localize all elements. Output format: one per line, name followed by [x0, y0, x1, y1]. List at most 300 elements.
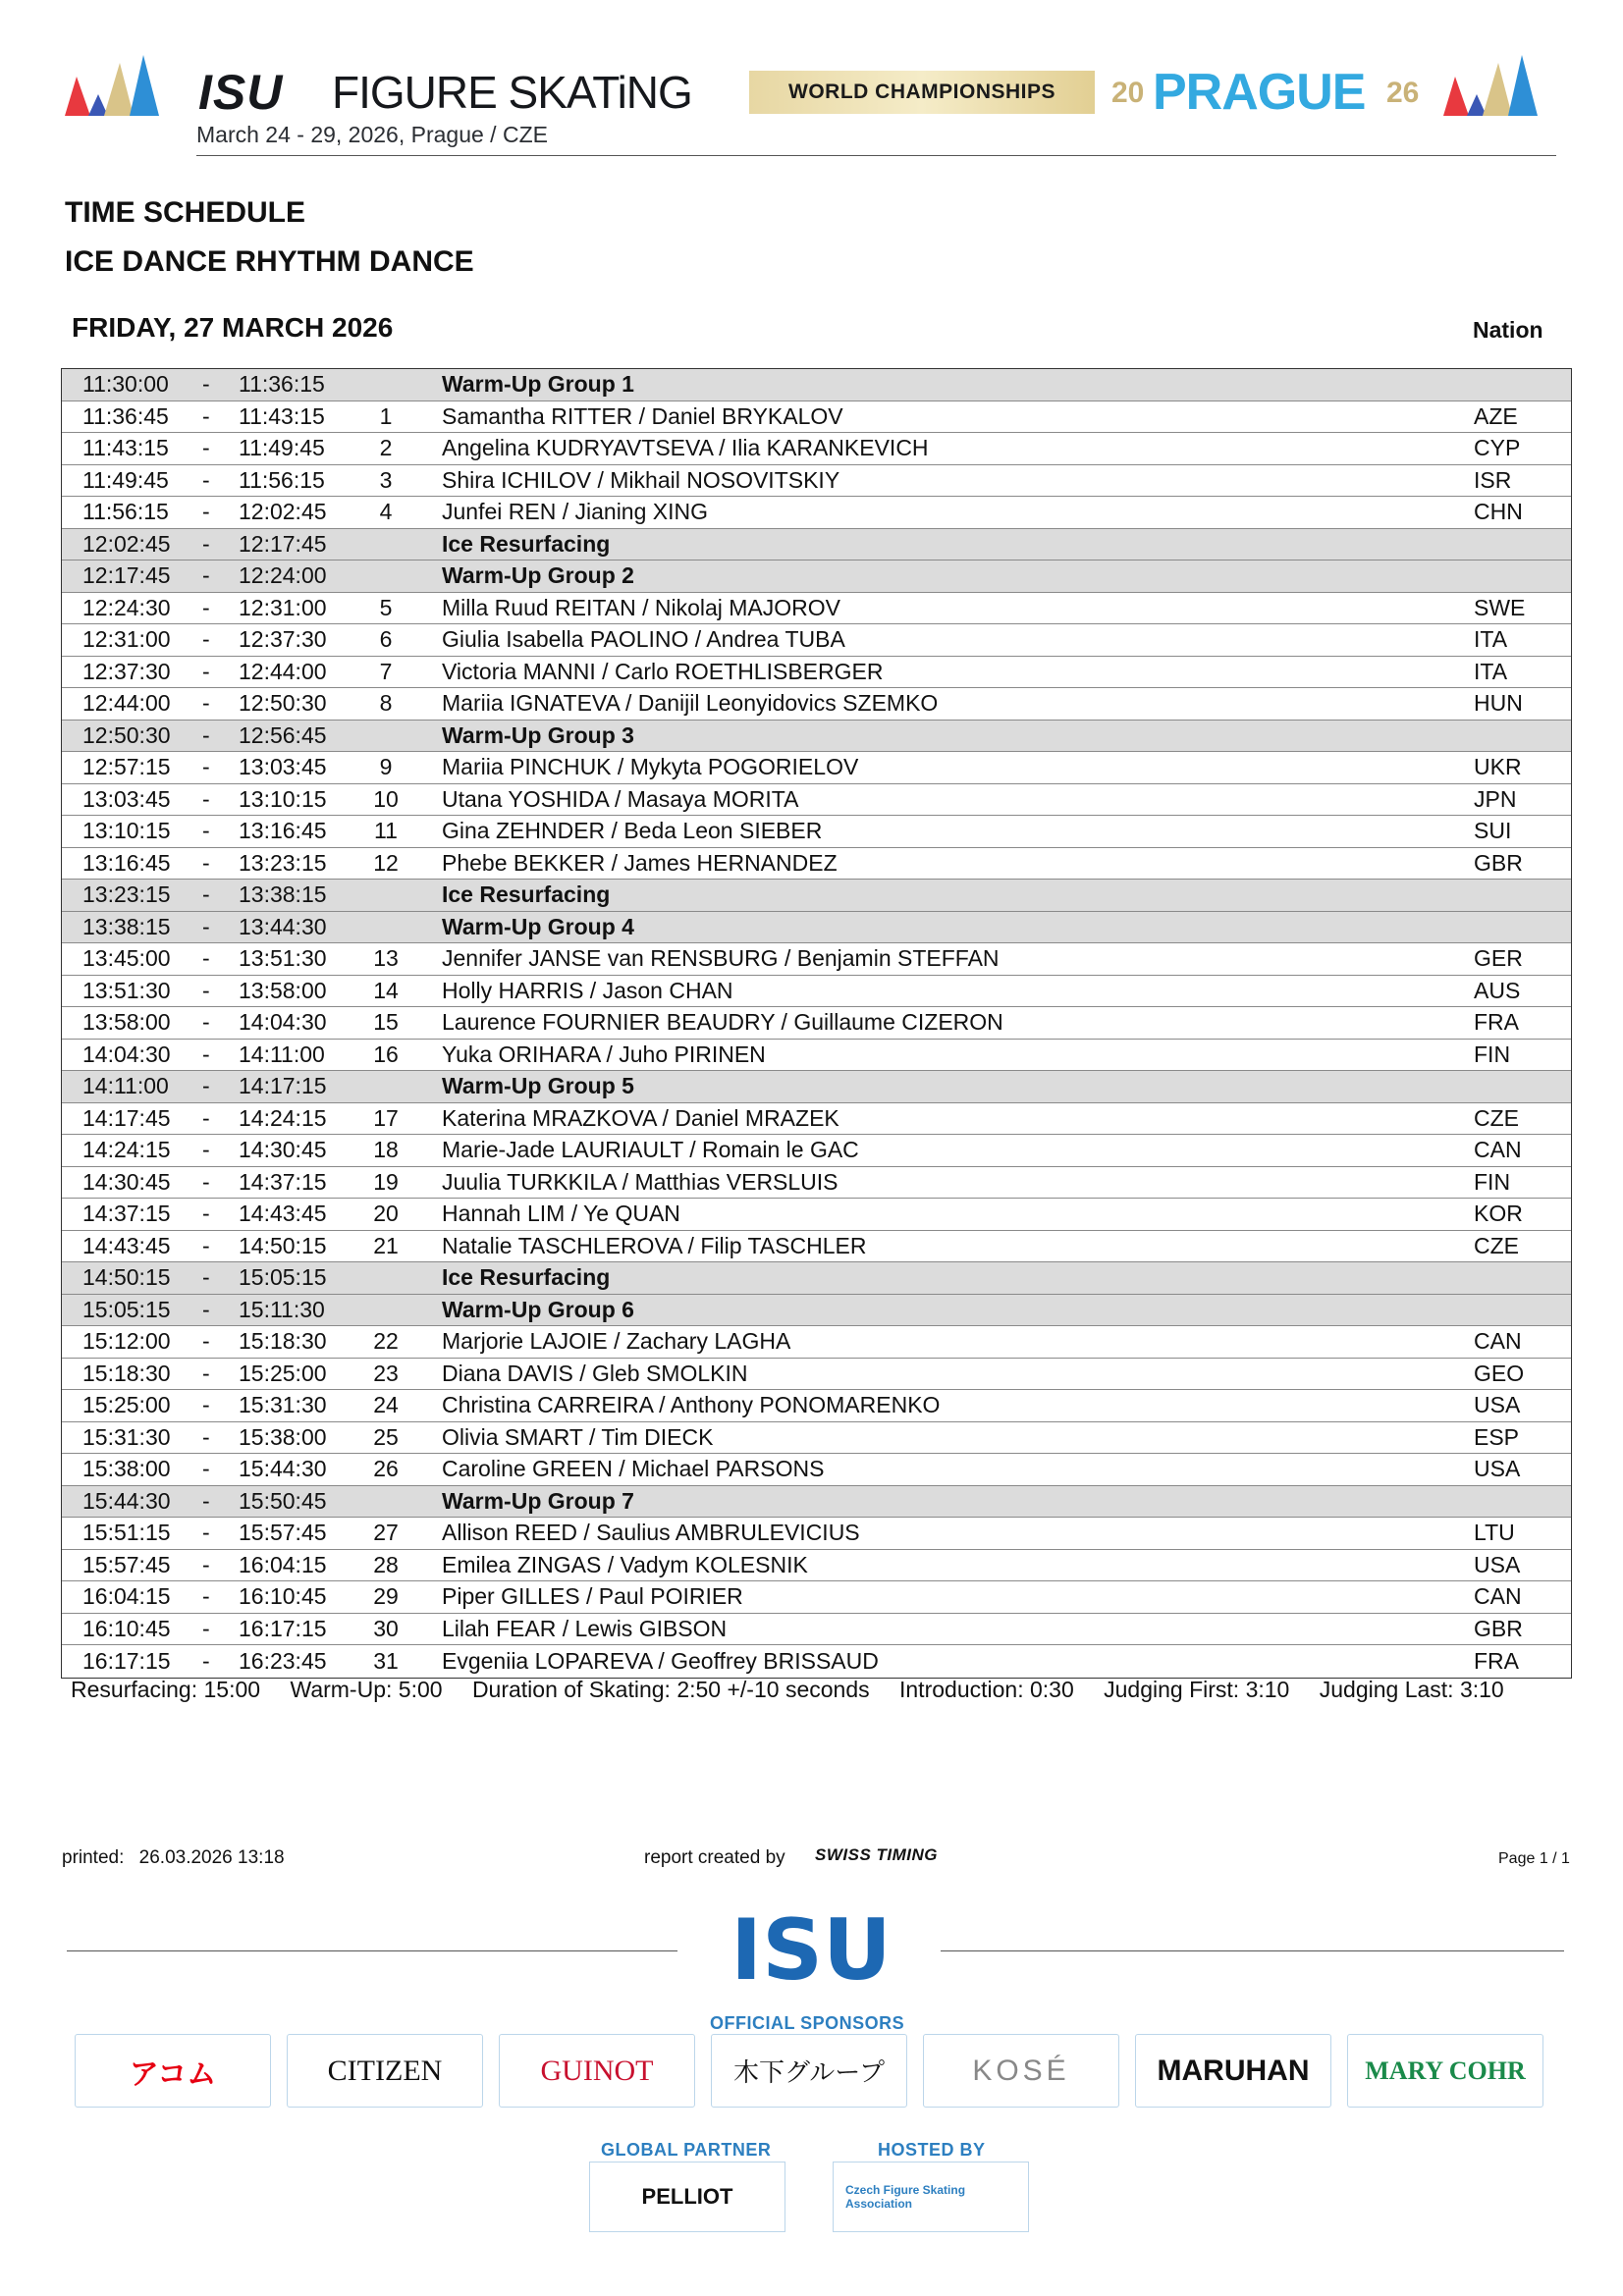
start-number: 19	[373, 1168, 399, 1195]
hosted-by-label: HOSTED BY	[878, 2140, 986, 2160]
start-time: 13:03:45	[82, 785, 171, 812]
resurfacing-duration: Resurfacing: 15:00	[71, 1677, 261, 1702]
schedule-skater-row	[62, 1550, 1571, 1582]
end-time: 13:23:15	[239, 849, 327, 876]
end-time: 15:57:45	[239, 1520, 327, 1546]
nation-code: CAN	[1474, 1583, 1522, 1610]
time-separator: -	[202, 1456, 210, 1482]
start-number: 10	[373, 785, 399, 812]
session-label: Warm-Up Group 3	[442, 721, 634, 748]
start-number: 14	[373, 977, 399, 1003]
start-time: 14:43:45	[82, 1232, 171, 1258]
end-time: 12:50:30	[239, 690, 327, 717]
start-number: 11	[374, 818, 398, 844]
sponsor-guinot: GUINOT	[499, 2034, 695, 2108]
end-time: 16:10:45	[239, 1583, 327, 1610]
time-separator: -	[202, 562, 210, 589]
sponsor-citizen: CITIZEN	[287, 2034, 483, 2108]
time-separator: -	[202, 1009, 210, 1036]
couple-names: Mariia PINCHUK / Mykyta POGORIELOV	[442, 754, 859, 780]
start-number: 25	[373, 1423, 399, 1450]
start-number: 9	[379, 754, 393, 780]
time-separator: -	[202, 1201, 210, 1227]
nation-code: GEO	[1474, 1360, 1525, 1386]
time-separator: -	[202, 785, 210, 812]
schedule-break-row	[62, 369, 1571, 401]
couple-names: Lilah FEAR / Lewis GIBSON	[442, 1615, 728, 1641]
triangles-right-icon	[1443, 55, 1561, 120]
start-time: 15:38:00	[82, 1456, 171, 1482]
host-association: Czech Figure Skating Association	[833, 2162, 1029, 2232]
nation-code: ESP	[1474, 1423, 1520, 1450]
start-number: 4	[379, 499, 393, 525]
couple-names: Natalie TASCHLEROVA / Filip TASCHLER	[442, 1232, 867, 1258]
start-time: 11:36:45	[82, 402, 169, 429]
time-separator: -	[202, 1487, 210, 1514]
start-time: 16:04:15	[82, 1583, 171, 1610]
end-time: 12:24:00	[239, 562, 327, 589]
end-time: 16:04:15	[239, 1551, 327, 1577]
start-number: 30	[373, 1615, 399, 1641]
schedule-break-row	[62, 529, 1571, 561]
session-label: Ice Resurfacing	[442, 530, 611, 557]
couple-names: Jennifer JANSE van RENSBURG / Benjamin STEFFAN	[442, 945, 1000, 972]
time-separator: -	[202, 721, 210, 748]
time-separator: -	[202, 1423, 210, 1450]
couple-names: Olivia SMART / Tim DIECK	[442, 1423, 714, 1450]
start-time: 13:38:15	[82, 913, 171, 939]
end-time: 15:18:30	[239, 1328, 327, 1355]
start-number: 7	[379, 658, 393, 684]
schedule-skater-row	[62, 1645, 1571, 1678]
schedule-break-row	[62, 721, 1571, 753]
time-separator: -	[202, 977, 210, 1003]
printed-value: 26.03.2026 13:18	[138, 1847, 285, 1868]
end-time: 15:44:30	[239, 1456, 327, 1482]
time-separator: -	[202, 1520, 210, 1546]
nation-code: GBR	[1474, 1615, 1523, 1641]
global-partner-label: GLOBAL PARTNER	[601, 2140, 772, 2160]
report-created-label: report created by	[644, 1847, 785, 1868]
schedule-skater-row	[62, 784, 1571, 817]
time-separator: -	[202, 945, 210, 972]
schedule-break-row	[62, 1295, 1571, 1327]
schedule-skater-row	[62, 433, 1571, 465]
schedule-skater-row	[62, 816, 1571, 848]
end-time: 13:51:30	[239, 945, 327, 972]
nation-code: JPN	[1474, 785, 1517, 812]
end-time: 14:24:15	[239, 1104, 327, 1131]
start-number: 6	[379, 626, 393, 653]
start-time: 13:51:30	[82, 977, 171, 1003]
page-number: Page 1 / 1	[1498, 1850, 1570, 1867]
start-time: 11:49:45	[82, 466, 169, 493]
couple-names: Caroline GREEN / Michael PARSONS	[442, 1456, 825, 1482]
time-separator: -	[202, 1104, 210, 1131]
end-time: 14:11:00	[239, 1041, 325, 1067]
end-time: 11:49:45	[239, 435, 325, 461]
time-separator: -	[202, 1392, 210, 1418]
start-number: 28	[373, 1551, 399, 1577]
nation-code: GER	[1474, 945, 1523, 972]
couple-names: Junfei REN / Jianing XING	[442, 499, 709, 525]
couple-names: Allison REED / Saulius AMBRULEVICIUS	[442, 1520, 860, 1546]
time-separator: -	[202, 1264, 210, 1291]
session-label: Warm-Up Group 7	[442, 1487, 634, 1514]
session-label: Ice Resurfacing	[442, 1264, 611, 1291]
couple-names: Laurence FOURNIER BEAUDRY / Guillaume CIZERON	[442, 1009, 1003, 1036]
schedule-skater-row	[62, 1390, 1571, 1422]
time-separator: -	[202, 530, 210, 557]
time-separator: -	[202, 1296, 210, 1322]
schedule-skater-row	[62, 1518, 1571, 1550]
start-number: 5	[379, 594, 393, 620]
time-separator: -	[202, 435, 210, 461]
schedule-skater-row	[62, 1359, 1571, 1391]
start-number: 21	[373, 1232, 399, 1258]
end-time: 13:10:15	[239, 785, 327, 812]
couple-names: Giulia Isabella PAOLINO / Andrea TUBA	[442, 626, 845, 653]
couple-names: Gina ZEHNDER / Beda Leon SIEBER	[442, 818, 823, 844]
start-time: 11:56:15	[82, 499, 169, 525]
start-number: 8	[379, 690, 393, 717]
start-time: 12:02:45	[82, 530, 171, 557]
start-time: 13:16:45	[82, 849, 171, 876]
time-separator: -	[202, 1073, 210, 1099]
start-time: 12:24:30	[82, 594, 171, 620]
schedule-skater-row	[62, 943, 1571, 976]
start-time: 15:25:00	[82, 1392, 171, 1418]
start-time: 14:17:45	[82, 1104, 171, 1131]
time-separator: -	[202, 371, 210, 398]
start-number: 18	[373, 1137, 399, 1163]
schedule-skater-row	[62, 497, 1571, 529]
start-number: 20	[373, 1201, 399, 1227]
end-time: 11:56:15	[239, 466, 325, 493]
couple-names: Phebe BEKKER / James HERNANDEZ	[442, 849, 838, 876]
end-time: 11:36:15	[239, 371, 325, 398]
time-separator: -	[202, 402, 210, 429]
start-time: 13:10:15	[82, 818, 171, 844]
sponsor-kinoshita: 木下グループ	[711, 2034, 907, 2108]
start-time: 13:45:00	[82, 945, 171, 972]
end-time: 13:44:30	[239, 913, 327, 939]
nation-code: CZE	[1474, 1104, 1519, 1131]
end-time: 12:17:45	[239, 530, 327, 557]
end-time: 16:23:45	[239, 1647, 327, 1674]
time-separator: -	[202, 690, 210, 717]
time-separator: -	[202, 1137, 210, 1163]
isu-brand: ISU	[198, 65, 284, 120]
time-separator: -	[202, 1328, 210, 1355]
nation-code: LTU	[1474, 1520, 1515, 1546]
schedule-skater-row	[62, 1326, 1571, 1359]
printed-info	[62, 1847, 295, 1869]
couple-names: Holly HARRIS / Jason CHAN	[442, 977, 733, 1003]
schedule-break-row	[62, 1071, 1571, 1103]
doc-title: TIME SCHEDULE	[65, 196, 306, 229]
event-subtitle: March 24 - 29, 2026, Prague / CZE	[196, 122, 548, 147]
end-time: 14:30:45	[239, 1137, 327, 1163]
start-time: 15:31:30	[82, 1423, 171, 1450]
time-separator: -	[202, 1041, 210, 1067]
end-time: 13:58:00	[239, 977, 327, 1003]
start-number: 13	[373, 945, 399, 972]
footer-rule-left	[67, 1950, 677, 1951]
time-separator: -	[202, 499, 210, 525]
end-time: 15:05:15	[239, 1264, 327, 1291]
end-time: 14:17:15	[239, 1073, 327, 1099]
time-separator: -	[202, 1647, 210, 1674]
session-label: Warm-Up Group 4	[442, 913, 634, 939]
start-time: 13:58:00	[82, 1009, 171, 1036]
figure-skating-brand: FIGURE SKATiNG	[332, 67, 692, 118]
schedule-skater-row	[62, 1040, 1571, 1072]
start-time: 12:37:30	[82, 658, 171, 684]
time-separator: -	[202, 1232, 210, 1258]
start-time: 14:24:15	[82, 1137, 171, 1163]
start-number: 31	[373, 1647, 399, 1674]
start-time: 11:43:15	[82, 435, 169, 461]
end-time: 13:16:45	[239, 818, 327, 844]
nation-code: ISR	[1474, 466, 1512, 493]
schedule-break-row	[62, 1486, 1571, 1519]
couple-names: Mariia IGNATEVA / Danijil Leonyidovics SZEMKO	[442, 690, 939, 717]
end-time: 14:43:45	[239, 1201, 327, 1227]
nation-code: SWE	[1474, 594, 1526, 620]
session-label: Warm-Up Group 2	[442, 562, 634, 589]
triangles-left-icon	[65, 55, 183, 120]
start-time: 14:37:15	[82, 1201, 171, 1227]
session-label: Warm-Up Group 1	[442, 371, 634, 398]
schedule-skater-row	[62, 1007, 1571, 1040]
schedule-skater-row	[62, 1581, 1571, 1614]
time-separator: -	[202, 466, 210, 493]
start-time: 15:18:30	[82, 1360, 171, 1386]
time-separator: -	[202, 594, 210, 620]
end-time: 12:44:00	[239, 658, 327, 684]
nation-code: USA	[1474, 1551, 1521, 1577]
start-number: 22	[373, 1328, 399, 1355]
schedule-break-row	[62, 561, 1571, 593]
durations-line	[71, 1677, 1528, 1703]
schedule-skater-row	[62, 1167, 1571, 1200]
time-separator: -	[202, 626, 210, 653]
nation-code: CAN	[1474, 1137, 1522, 1163]
nation-code: GBR	[1474, 849, 1523, 876]
schedule-skater-row	[62, 1231, 1571, 1263]
couple-names: Diana DAVIS / Gleb SMOLKIN	[442, 1360, 748, 1386]
start-time: 16:10:45	[82, 1615, 171, 1641]
end-time: 15:50:45	[239, 1487, 327, 1514]
couple-names: Marjorie LAJOIE / Zachary LAGHA	[442, 1328, 791, 1355]
sponsor-pelliot: PELLIOT	[589, 2162, 785, 2232]
doc-subtitle: ICE DANCE RHYTHM DANCE	[65, 245, 474, 278]
schedule-skater-row	[62, 688, 1571, 721]
start-number: 16	[373, 1041, 399, 1067]
nation-column-header: Nation	[1473, 317, 1543, 343]
end-time: 11:43:15	[239, 402, 325, 429]
start-time: 14:04:30	[82, 1041, 171, 1067]
couple-names: Victoria MANNI / Carlo ROETHLISBERGER	[442, 658, 884, 684]
schedule-skater-row	[62, 1422, 1571, 1455]
end-time: 12:56:45	[239, 721, 327, 748]
time-separator: -	[202, 849, 210, 876]
start-number: 1	[379, 402, 393, 429]
skating-duration: Duration of Skating: 2:50 +/-10 seconds	[471, 1677, 870, 1702]
nation-code: CAN	[1474, 1328, 1522, 1355]
time-separator: -	[202, 913, 210, 939]
nation-code: ITA	[1474, 658, 1508, 684]
start-time: 15:57:45	[82, 1551, 171, 1577]
printed-label: printed:	[62, 1847, 125, 1868]
schedule-break-row	[62, 912, 1571, 944]
official-sponsors-label: OFFICIAL SPONSORS	[710, 2013, 905, 2033]
schedule-break-row	[62, 880, 1571, 912]
nation-code: CZE	[1474, 1232, 1519, 1258]
couple-names: Marie-Jade LAURIAULT / Romain le GAC	[442, 1137, 859, 1163]
start-time: 12:44:00	[82, 690, 171, 717]
end-time: 15:31:30	[239, 1392, 327, 1418]
nation-code: AZE	[1474, 402, 1518, 429]
sponsor-mary-cohr: MARY COHR	[1347, 2034, 1543, 2108]
nation-code: SUI	[1474, 818, 1512, 844]
start-number: 17	[373, 1104, 399, 1131]
introduction-duration: Introduction: 0:30	[899, 1677, 1074, 1702]
start-time: 12:17:45	[82, 562, 171, 589]
nation-code: UKR	[1474, 754, 1522, 780]
start-number: 26	[373, 1456, 399, 1482]
isu-logo-text: ISU	[730, 1908, 892, 1991]
start-number: 12	[373, 849, 399, 876]
couple-names: Shira ICHILOV / Mikhail NOSOVITSKIY	[442, 466, 840, 493]
couple-names: Evgeniia LOPAREVA / Geoffrey BRISSAUD	[442, 1647, 879, 1674]
world-championships-band: WORLD CHAMPIONSHIPS	[749, 71, 1095, 114]
start-number: 24	[373, 1392, 399, 1418]
start-time: 13:23:15	[82, 881, 171, 908]
nation-code: FRA	[1474, 1647, 1519, 1674]
start-number: 29	[373, 1583, 399, 1610]
time-separator: -	[202, 818, 210, 844]
end-time: 15:11:30	[239, 1296, 325, 1322]
nation-code: HUN	[1474, 690, 1523, 717]
start-time: 16:17:15	[82, 1647, 171, 1674]
couple-names: Piper GILLES / Paul POIRIER	[442, 1583, 743, 1610]
couple-names: Milla Ruud REITAN / Nikolaj MAJOROV	[442, 594, 840, 620]
end-time: 14:50:15	[239, 1232, 327, 1258]
nation-code: FIN	[1474, 1168, 1511, 1195]
judging-last-duration: Judging Last: 3:10	[1319, 1677, 1504, 1702]
nation-code: KOR	[1474, 1201, 1523, 1227]
start-time: 12:57:15	[82, 754, 171, 780]
couple-names: Juulia TURKKILA / Matthias VERSLUIS	[442, 1168, 839, 1195]
sponsor-maruhan: MARUHAN	[1135, 2034, 1331, 2108]
couple-names: Yuka ORIHARA / Juho PIRINEN	[442, 1041, 766, 1067]
end-time: 14:37:15	[239, 1168, 327, 1195]
schedule-skater-row	[62, 848, 1571, 881]
couple-names: Utana YOSHIDA / Masaya MORITA	[442, 785, 799, 812]
time-separator: -	[202, 1615, 210, 1641]
footer-rule-right	[941, 1950, 1564, 1951]
time-separator: -	[202, 881, 210, 908]
time-separator: -	[202, 658, 210, 684]
end-time: 12:02:45	[239, 499, 327, 525]
session-label: Warm-Up Group 5	[442, 1073, 634, 1099]
schedule-skater-row	[62, 1135, 1571, 1167]
schedule-skater-row	[62, 752, 1571, 784]
schedule-break-row	[62, 1262, 1571, 1295]
isu-logo	[709, 1908, 913, 1991]
schedule-skater-row	[62, 657, 1571, 689]
schedule-skater-row	[62, 1103, 1571, 1136]
session-label: Warm-Up Group 6	[442, 1296, 634, 1322]
city-name: PRAGUE	[1153, 64, 1366, 121]
start-time: 15:51:15	[82, 1520, 171, 1546]
end-time: 13:38:15	[239, 881, 327, 908]
start-number: 2	[379, 435, 393, 461]
start-time: 14:30:45	[82, 1168, 171, 1195]
nation-code: USA	[1474, 1392, 1521, 1418]
year-suffix: 26	[1386, 77, 1420, 109]
schedule-table	[61, 368, 1572, 1679]
header-rule	[196, 155, 1556, 156]
start-time: 11:30:00	[82, 371, 169, 398]
end-time: 13:03:45	[239, 754, 327, 780]
time-separator: -	[202, 754, 210, 780]
warmup-duration: Warm-Up: 5:00	[290, 1677, 443, 1702]
end-time: 14:04:30	[239, 1009, 327, 1036]
nation-code: ITA	[1474, 626, 1508, 653]
couple-names: Hannah LIM / Ye QUAN	[442, 1201, 680, 1227]
start-number: 27	[373, 1520, 399, 1546]
end-time: 12:31:00	[239, 594, 327, 620]
couple-names: Christina CARREIRA / Anthony PONOMARENKO	[442, 1392, 941, 1418]
schedule-date: FRIDAY, 27 MARCH 2026	[72, 312, 394, 343]
header	[0, 0, 1623, 157]
nation-code: FIN	[1474, 1041, 1511, 1067]
sponsor-acom: アコム	[75, 2034, 271, 2108]
start-time: 15:44:30	[82, 1487, 171, 1514]
swiss-timing-logo: SWISS TIMING	[815, 1845, 938, 1864]
session-label: Ice Resurfacing	[442, 881, 611, 908]
schedule-skater-row	[62, 624, 1571, 657]
schedule-skater-row	[62, 1454, 1571, 1486]
time-separator: -	[202, 1168, 210, 1195]
sponsor-kose: KOSÉ	[923, 2034, 1119, 2108]
time-separator: -	[202, 1583, 210, 1610]
schedule-skater-row	[62, 976, 1571, 1008]
start-number: 15	[373, 1009, 399, 1036]
start-time: 14:11:00	[82, 1073, 169, 1099]
end-time: 15:38:00	[239, 1423, 327, 1450]
schedule-skater-row	[62, 593, 1571, 625]
nation-code: FRA	[1474, 1009, 1519, 1036]
start-time: 15:12:00	[82, 1328, 171, 1355]
end-time: 15:25:00	[239, 1360, 327, 1386]
schedule-skater-row	[62, 465, 1571, 498]
couple-names: Katerina MRAZKOVA / Daniel MRAZEK	[442, 1104, 839, 1131]
start-number: 23	[373, 1360, 399, 1386]
end-time: 16:17:15	[239, 1615, 327, 1641]
time-separator: -	[202, 1360, 210, 1386]
time-separator: -	[202, 1551, 210, 1577]
start-time: 12:50:30	[82, 721, 171, 748]
schedule-skater-row	[62, 401, 1571, 434]
nation-code: USA	[1474, 1456, 1521, 1482]
couple-names: Angelina KUDRYAVTSEVA / Ilia KARANKEVICH	[442, 435, 929, 461]
nation-code: CYP	[1474, 435, 1521, 461]
start-time: 14:50:15	[82, 1264, 171, 1291]
